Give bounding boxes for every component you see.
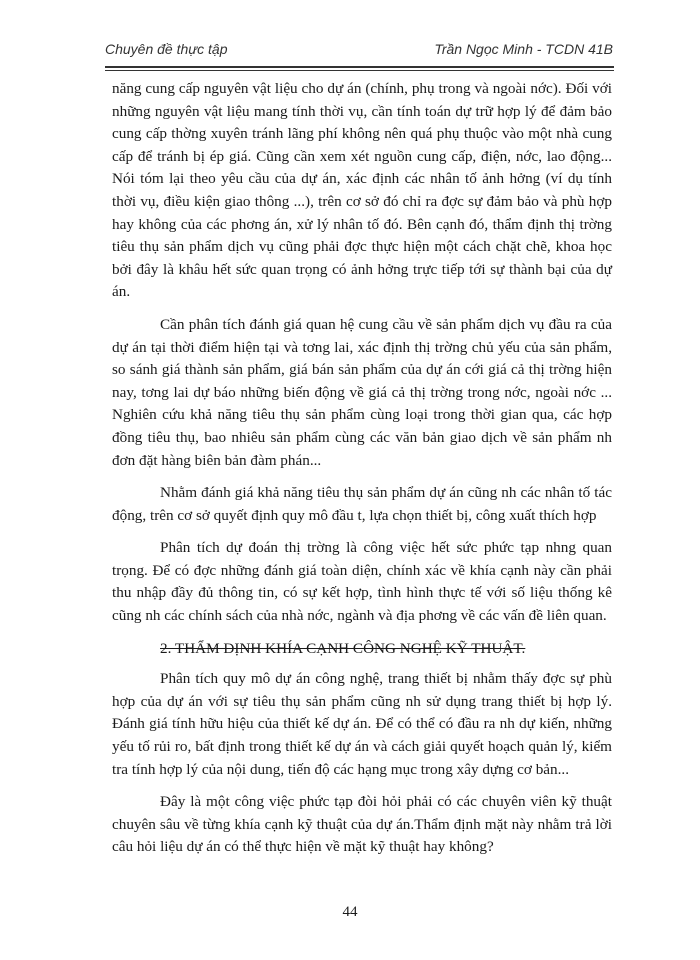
paragraph: Cần phân tích đánh giá quan hệ cung cầu về sản phẩm dịch vụ đầu ra của dự án tại thời điểm hiện tại và tơng lai, xác định thị trờng chủ yếu của sản phẩm, so sánh giá thành sản phẩm, giá bán sản phẩm của dự án cới giá cả thị trờng hiện nay, tơng lai dự báo những biến động về giá cả thị trờng trong nớc, ngoài nớc ... Nghiên cứu khả năng tiêu thụ sản phẩm cùng loại trong thời gian qua, các hợp đồng tiêu thụ, bao nhiêu sản phẩm cùng các văn bản giao dịch về sản phẩm nh đơn đặt hàng biên bản đàm phán... [112,315,612,469]
paragraph: Nhằm đánh giá khả năng tiêu thụ sản phẩm dự án cũng nh các nhân tố tác động, trên cơ sở quyết định quy mô đầu t, lựa chọn thiết bị, công xuất thích hợp [112,484,612,524]
paragraph: năng cung cấp nguyên vật liệu cho dự án (chính, phụ trong và ngoài nớc). Đối với những nguyên vật liệu mang tính thời vụ, cần tính toán dự trữ hợp lý để đảm bảo cung cấp thờng xuyên tránh lãng phí không nên quá phụ thuộc vào một nhà cung cấp để tránh bị ép giá. Cũng cần xem xét nguồn cung cấp, điện, nớc, lao động... Nói tóm lại theo yêu cầu của dự án, xác định các nhân tố ảnh hởng (ví dụ tính thời vụ, điều kiện giao thông ...), trên cơ sở đó chỉ ra đợc sự đảm bảo và phù hợp hay không của các phơng án, xử lý nhân tố đó. Bên cạnh đó, thẩm định thị trờng tiêu thụ sản phẩm dịch vụ cũng phải đợc thực hiện một cách chặt chẽ, khoa học bởi đây là khâu hết sức quan trọng có ảnh hởng trực tiếp tới sự thành bại của dự án. [112,80,612,301]
paragraph: Phân tích quy mô dự án công nghệ, trang thiết bị nhằm thấy đợc sự phù hợp của dự án với sự tiêu thụ sản phẩm cũng nh sử dụng trang thiết bị hợp lý. Đánh giá tính hữu hiệu của thiết kế dự án. Để có thể có đầu ra nh dự kiến, những yếu tố rủi ro, bất định trong thiết kế dự án và cách giải quyết hoạch quản lý, kiểm tra tính hợp lý của nội dung, tiến độ các hạng mục trong xây dựng cơ bản... [112,670,612,778]
header-left-title: Chuyên đề thực tập [105,41,228,57]
section-heading: 2. THẨM ĐỊNH KHÍA CẠNH CÔNG NGHỆ KỸ THUẬT. [160,639,526,657]
header-rule-thick [105,66,614,68]
header-right-author: Trần Ngọc Minh - TCDN 41B [434,41,613,57]
paragraph: Đây là một công việc phức tạp đòi hỏi phải có các chuyên viên kỹ thuật chuyên sâu về từng khía cạnh kỹ thuật của dự án.Thẩm định mặt này nhằm trả lời câu hỏi liệu dự án có thể thực hiện về mặt kỹ thuật hay không? [112,793,612,856]
header-rule-thin [105,70,614,71]
page-number: 44 [342,904,358,920]
paragraph: Phân tích dự đoán thị trờng là công việc hết sức phức tạp nhng quan trọng. Để có đợc những đánh giá toàn diện, chính xác về khía cạnh này cần phải thu nhập đầy đủ thông tin, có sự kết hợp, tình hình thực tế với số liệu thống kê cũng nh các chính sách của nhà nớc, ngành và địa phơng về các vấn đề liên quan. [112,539,612,625]
page-header [105,36,613,62]
body-text [112,78,612,869]
